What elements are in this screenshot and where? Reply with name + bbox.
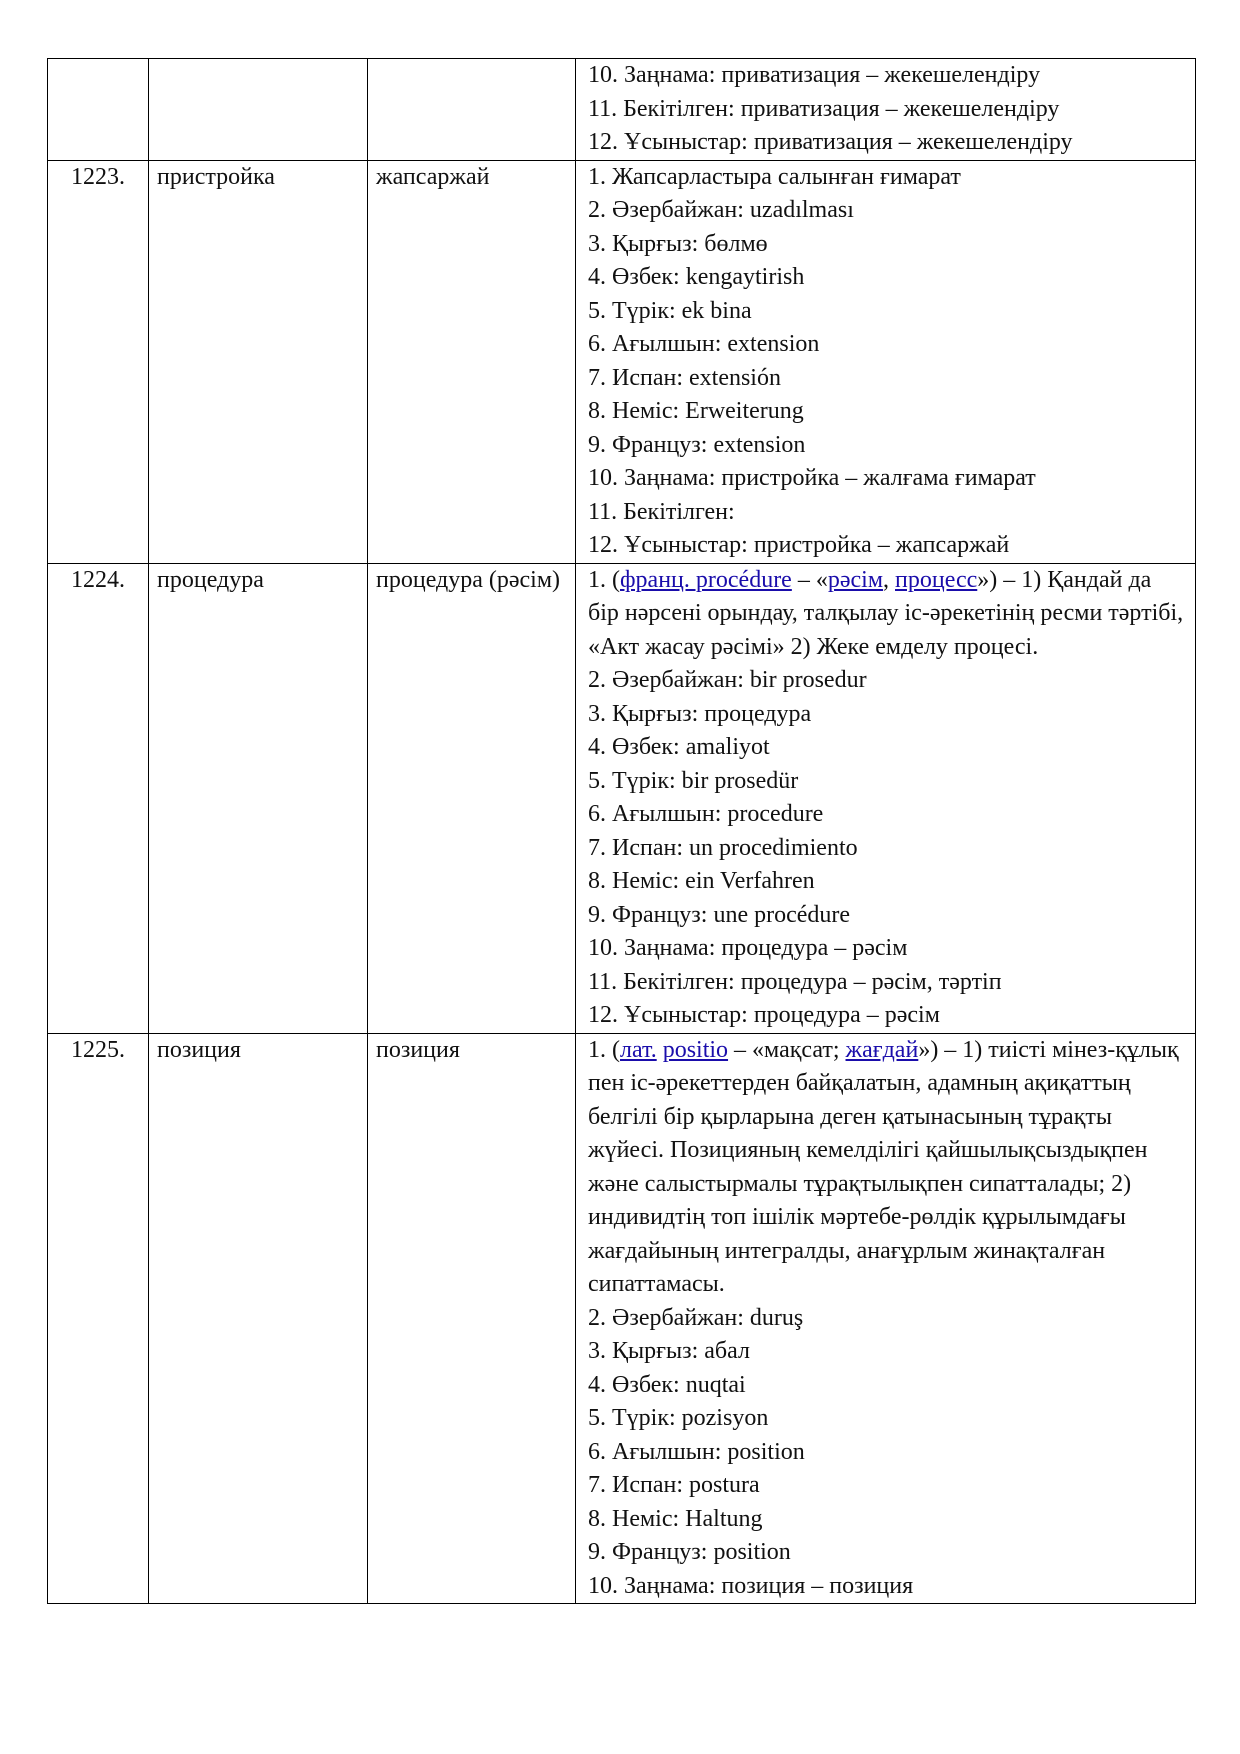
definition-line: 9. Француз: extension (588, 431, 806, 458)
glossary-table (47, 58, 1196, 1604)
table-row (48, 563, 1196, 1033)
definition-line: 3. Қырғыз: абал (588, 1338, 750, 1364)
entry-number: 1225. (48, 1033, 149, 1604)
definition-line: 12. Ұсыныстар: приватизация – жекешелендіру (588, 129, 1073, 155)
definition-line: 2. Әзербайжан: uzadılması (588, 197, 854, 223)
definition-line: 2. Әзербайжан: bir prosedur (588, 667, 867, 693)
definition-cell (576, 59, 1196, 161)
kazakh-term: процедура (рәсім) (368, 563, 576, 1033)
etymology-definition: 1. (франц. procédure – «рәсім, процесс») – 1) Қандай да бір нәрсені орындау, талқылау іс-әрекетінің ресми тәртібі, «Акт жасау рәсімі» 2) Жеке емделу процесі. (588, 566, 1184, 660)
definition-line: 10. Заңнама: позиция – позиция (588, 1572, 914, 1599)
definition-line: 4. Өзбек: amaliyot (588, 734, 770, 760)
definition-line: 8. Неміс: ein Verfahren (588, 868, 815, 894)
definition-line: 10. Заңнама: приватизация – жекешелендіру (588, 62, 1041, 88)
russian-term: процедура (149, 563, 368, 1033)
table-row (48, 59, 1196, 161)
definition-line: 6. Ағылшын: extension (588, 331, 820, 357)
russian-term: пристройка (149, 160, 368, 563)
table-row (48, 160, 1196, 563)
definition-line: 9. Француз: position (588, 1539, 791, 1565)
definition-line: 3. Қырғыз: бөлмө (588, 230, 768, 257)
definition-line: 7. Испан: un procedimiento (588, 834, 858, 861)
entry-number: 1223. (48, 160, 149, 563)
definition-line: 2. Әзербайжан: duruş (588, 1304, 804, 1331)
kazakh-term: жапсаржай (368, 160, 576, 563)
definition-line: 9. Француз: une procédure (588, 901, 851, 928)
kazakh-term: позиция (368, 1033, 576, 1604)
term-link-process[interactable]: процесс (895, 566, 978, 593)
definition-line: 6. Ағылшын: position (588, 1438, 805, 1465)
definition-line: 1. Жапсарластыра салынған ғимарат (588, 163, 961, 190)
definition-line: 3. Қырғыз: процедура (588, 700, 812, 727)
definition-line: 6. Ағылшын: procedure (588, 801, 824, 827)
entry-number (48, 59, 149, 161)
etymology-definition: 1. (лат. positio – «мақсат; жағдай») – 1) тиісті мінез-құлық пен іс-әрекеттерден байқалатын, адамның ақиқаттың белгілі бір қырларына деген қатынасының тұрақты жүйесі. Позицияның кемелділігі қайшылықсыздықпен және салыстырмалы тұрақтылықпен сипатталады; 2) индивидтің топ ішілік мәртебе-рөлдік құрылымдағы жағдайының интегралды, анағұрлым жинақталған сипаттамасы. (588, 1036, 1179, 1297)
definition-line: 5. Түрік: ek bina (588, 297, 752, 324)
etymology-link-lat[interactable]: лат. (620, 1036, 657, 1063)
definition-line: 12. Ұсыныстар: процедура – рәсім (588, 1002, 940, 1028)
definition-line: 7. Испан: extensión (588, 364, 781, 391)
russian-term: позиция (149, 1033, 368, 1604)
definition-line: 10. Заңнама: пристройка – жалғама ғимарат (588, 465, 1036, 491)
definition-line: 10. Заңнама: процедура – рәсім (588, 935, 908, 961)
definition-cell (576, 563, 1196, 1033)
term-link-rasim[interactable]: рәсім (827, 566, 884, 593)
definition-line: 11. Бекітілген: (588, 498, 735, 525)
definition-line: 11. Бекітілген: процедура – рәсім, тәртіп (588, 968, 1002, 995)
table-row (48, 1033, 1196, 1604)
definition-line: 8. Неміс: Haltung (588, 1505, 763, 1532)
kazakh-term (368, 59, 576, 161)
definition-line: 8. Неміс: Erweiterung (588, 398, 804, 424)
russian-term (149, 59, 368, 161)
etymology-link[interactable]: франц. procédure (620, 566, 792, 593)
definition-line: 4. Өзбек: nuqtai (588, 1371, 746, 1398)
term-link-zhagday[interactable]: жағдай (845, 1036, 919, 1063)
entry-number: 1224. (48, 563, 149, 1033)
definition-line: 12. Ұсыныстар: пристройка – жапсаржай (588, 532, 1010, 558)
definition-line: 7. Испан: postura (588, 1472, 760, 1498)
definition-line: 11. Бекітілген: приватизация – жекешелендіру (588, 95, 1060, 122)
definition-line: 5. Түрік: bir prosedür (588, 767, 799, 794)
etymology-link-positio[interactable]: positio (662, 1036, 729, 1063)
definition-line: 4. Өзбек: kengaytirish (588, 264, 805, 290)
definition-line: 5. Түрік: pozisyon (588, 1405, 769, 1431)
definition-cell (576, 160, 1196, 563)
definition-cell (576, 1033, 1196, 1604)
